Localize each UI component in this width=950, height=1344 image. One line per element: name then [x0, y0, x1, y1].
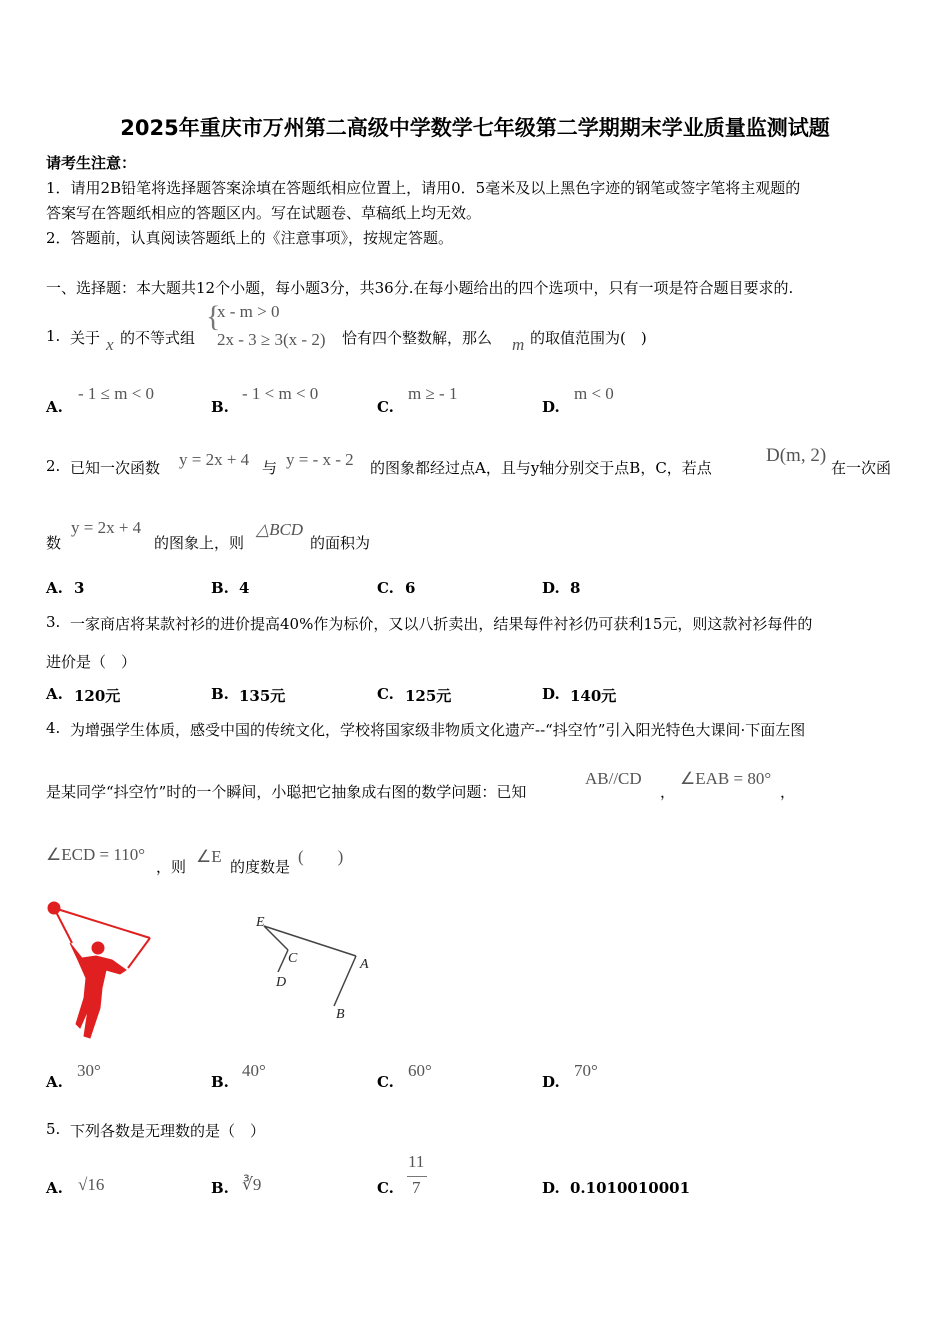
function-1: y = 2x + 4 — [179, 450, 250, 469]
option-value[interactable]: 40° — [242, 1061, 266, 1080]
option-value[interactable]: 70° — [574, 1061, 598, 1080]
notice-line: 2．答题前，认真阅读答题纸上的《注意事项》，按规定答题。 — [46, 229, 454, 247]
question-text: 与 — [262, 459, 278, 477]
option-label[interactable]: D. — [542, 1179, 560, 1197]
triangle-bcd: △BCD — [256, 520, 304, 539]
question-text: 数 — [46, 534, 62, 552]
segment-ea — [264, 926, 356, 956]
angle-e: ∠E — [196, 847, 222, 866]
option-value[interactable]: 8 — [570, 579, 581, 597]
question-text: 一家商店将某款衬衫的进价提高40%作为标价，又以八折卖出，结果每件衬衫仍可获利15元，则这款衬衫每件的 — [70, 615, 813, 633]
inequality-1: x - m > 0 — [217, 302, 280, 321]
option-label[interactable]: A. — [46, 685, 63, 703]
segment-ab — [334, 956, 356, 1006]
math-var: m — [512, 335, 525, 354]
function-2: y = - x - 2 — [286, 450, 354, 469]
label-d: D — [276, 975, 287, 990]
question-number: 3. — [46, 613, 61, 631]
question-text: 为增强学生体质，感受中国的传统文化，学校将国家级非物质文化遗产--“抖空竹”引入阳光特色大课间·下面左图 — [70, 721, 806, 739]
option-value[interactable]: 140元 — [570, 687, 617, 705]
segment-cd — [278, 950, 288, 972]
notice-line: 答案写在答题纸相应的答题区内。写在试题卷、草稿纸上均无效。 — [46, 204, 482, 222]
system-brace: { — [206, 300, 221, 333]
question-number: 1. — [46, 327, 61, 345]
notice-line: 1．请用2B铅笔将选择题答案涂填在答题纸相应位置上，请用0．5毫米及以上黑色字迹的钢笔或签字笔将主观题的 — [46, 179, 801, 197]
question-text: 的取值范围为( ) — [530, 329, 647, 347]
fraction-bar — [407, 1176, 427, 1177]
question-text: ，则 — [156, 858, 187, 876]
option-label[interactable]: C. — [377, 1179, 394, 1197]
option-value[interactable]: ∛9 — [242, 1175, 262, 1194]
page-title: 2025年重庆市万州第二高级中学数学七年级第二学期期末学业质量监测试题 — [120, 116, 830, 140]
option-value[interactable]: - 1 ≤ m < 0 — [78, 384, 155, 403]
option-value[interactable]: 4 — [239, 579, 250, 597]
option-value[interactable]: - 1 < m < 0 — [242, 384, 319, 403]
question-text: 的图象都经过点A，且与y轴分别交于点B，C，若点 — [370, 459, 712, 477]
option-value[interactable]: m ≥ - 1 — [408, 384, 458, 403]
question-text: 的图象上，则 — [154, 534, 245, 552]
option-label[interactable]: D. — [542, 398, 560, 416]
option-label[interactable]: C. — [377, 579, 394, 597]
point-d: D(m, 2) — [766, 445, 827, 466]
option-value[interactable]: 120元 — [74, 687, 121, 705]
option-value[interactable]: m < 0 — [574, 384, 614, 403]
question-text: 关于 — [70, 329, 101, 347]
question-text: 是某同学“抖空竹”时的一个瞬间，小聪把它抽象成右图的数学问题：已知 — [46, 783, 527, 801]
option-label[interactable]: A. — [46, 398, 63, 416]
option-label[interactable]: A. — [46, 1179, 63, 1197]
question-number: 5. — [46, 1120, 61, 1138]
angle-ecd: ∠ECD = 110° — [46, 845, 145, 864]
option-value[interactable]: 60° — [408, 1061, 432, 1080]
diabolo-dancer-figure — [40, 898, 160, 1043]
option-value[interactable]: 3 — [74, 579, 85, 597]
angle-eab: ∠EAB = 80° — [680, 769, 772, 788]
function-3: y = 2x + 4 — [71, 518, 142, 537]
label-a: A — [360, 957, 369, 972]
question-text: 进价是（ ） — [46, 653, 137, 671]
geometry-diagram — [250, 908, 380, 1028]
answer-blank: ( ) — [298, 847, 344, 866]
label-b: B — [336, 1007, 345, 1022]
option-label[interactable]: C. — [377, 1073, 394, 1091]
question-text: 已知一次函数 — [70, 459, 161, 477]
label-c: C — [288, 951, 298, 966]
option-label[interactable]: A. — [46, 1073, 63, 1091]
option-value[interactable]: 30° — [77, 1061, 101, 1080]
option-value[interactable]: √16 — [78, 1175, 105, 1194]
option-value[interactable]: 0.1010010001 — [570, 1179, 691, 1197]
option-label[interactable]: B. — [211, 579, 229, 597]
fraction-denominator[interactable]: 7 — [412, 1178, 421, 1197]
option-value[interactable]: 135元 — [239, 687, 286, 705]
question-number: 4. — [46, 719, 61, 737]
option-value[interactable]: 125元 — [405, 687, 452, 705]
option-value[interactable]: 6 — [405, 579, 416, 597]
comma: ， — [660, 783, 676, 801]
section-heading: 一、选择题：本大题共12个小题，每小题3分，共36分.在每小题给出的四个选项中，只有一项是符合题目要求的. — [46, 279, 794, 297]
question-text: 下列各数是无理数的是（ ） — [70, 1122, 266, 1140]
parallel-condition: AB//CD — [585, 769, 642, 788]
question-text: 的度数是 — [230, 858, 291, 876]
question-text: 的面积为 — [310, 534, 371, 552]
option-label[interactable]: B. — [211, 398, 229, 416]
option-label[interactable]: B. — [211, 1073, 229, 1091]
question-text: 的不等式组 — [120, 329, 196, 347]
fraction-numerator[interactable]: 11 — [408, 1152, 425, 1171]
option-label[interactable]: C. — [377, 685, 394, 703]
question-text: 恰有四个整数解，那么 — [342, 329, 493, 347]
question-text: 在一次函 — [831, 459, 892, 477]
math-var: x — [106, 335, 114, 354]
question-number: 2. — [46, 457, 61, 475]
comma: ， — [780, 783, 796, 801]
option-label[interactable]: B. — [211, 1179, 229, 1197]
notice-heading: 请考生注意： — [46, 154, 137, 172]
option-label[interactable]: B. — [211, 685, 229, 703]
label-e: E — [256, 915, 265, 930]
inequality-2: 2x - 3 ≥ 3(x - 2) — [217, 330, 326, 349]
option-label[interactable]: D. — [542, 685, 560, 703]
option-label[interactable]: D. — [542, 579, 560, 597]
option-label[interactable]: C. — [377, 398, 394, 416]
option-label[interactable]: D. — [542, 1073, 560, 1091]
option-label[interactable]: A. — [46, 579, 63, 597]
